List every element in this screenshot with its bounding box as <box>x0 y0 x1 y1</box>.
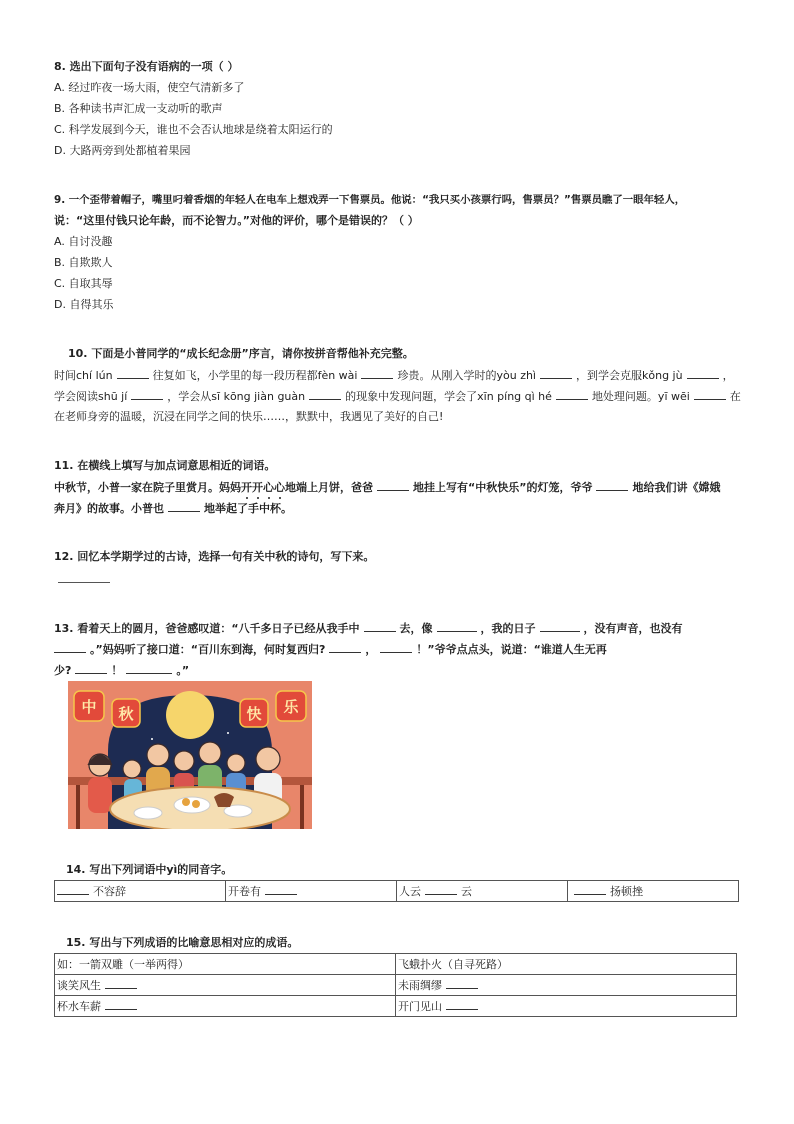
q13-line2 <box>54 642 607 657</box>
q11-text: 中秋节，小普一家在院子里赏月。妈妈 <box>54 481 241 494</box>
q9-line1: 9. 一个歪带着帽子，嘴里叼着香烟的年轻人在电车上想戏弄一下售票员。他说：“我只买小孩票行吗，售票员？”售票员瞧了一眼年轻人， <box>54 194 686 206</box>
q11-text: 地挂上写有“中秋快乐”的灯笼，爷爷 <box>413 481 593 494</box>
q10-text: ， <box>722 369 734 382</box>
cell-text: 谈笑风生 <box>57 979 101 992</box>
answer-blank[interactable] <box>540 621 580 632</box>
answer-blank[interactable] <box>105 999 137 1010</box>
lantern-char: 乐 <box>283 698 299 716</box>
q10-text: 地处理问题。yī wēi <box>591 390 690 403</box>
dotted-char: 开 <box>241 481 252 494</box>
q13-text: 。” <box>176 664 190 677</box>
q13-text: 13. 看着天上的圆月，爸爸感叹道：“八千多日子已经从我手中 <box>54 622 360 635</box>
q8-option-d: D. 大路两旁到处都植着果园 <box>54 144 191 157</box>
q10-text: 往复如飞，小学里的每一段历程都fèn wài <box>152 369 358 382</box>
answer-blank[interactable] <box>57 884 89 895</box>
table-row <box>55 975 737 996</box>
table-cell <box>55 996 396 1017</box>
q11-text: 地端上月饼，爸爸 <box>285 481 373 494</box>
q8-option-b: B. 各种读书声汇成一支动听的歌声 <box>54 102 223 115</box>
q9-line2: 说：“这里付钱只论年龄，而不论智力。”对他的评价，哪个是错误的？（ ） <box>54 214 419 227</box>
cell-text: 不容辞 <box>93 885 126 898</box>
q9-option-b: B. 自欺欺人 <box>54 256 113 269</box>
cell-text: 杯水车薪 <box>57 1000 101 1013</box>
table-cell <box>55 975 396 996</box>
answer-blank[interactable] <box>596 480 628 491</box>
table-row <box>55 996 737 1017</box>
answer-blank[interactable] <box>687 368 719 379</box>
answer-blank[interactable] <box>265 884 297 895</box>
q13-line3 <box>54 663 189 678</box>
table-cell: 如：一箭双雕（一举两得） <box>55 954 396 975</box>
table-cell <box>397 881 568 902</box>
cell-text: 人云 <box>399 885 421 898</box>
answer-blank[interactable] <box>446 978 478 989</box>
cell-text: 未雨绸缪 <box>398 979 442 992</box>
q11-title: 11. 在横线上填写与加点词意思相近的词语。 <box>54 459 276 472</box>
q11-line2 <box>54 501 292 516</box>
answer-blank[interactable] <box>361 368 393 379</box>
q13-text: 。”妈妈听了接口道：“百川东到海，何时复西归? <box>90 643 326 656</box>
answer-blank[interactable] <box>131 389 163 400</box>
answer-blank[interactable] <box>75 663 107 674</box>
q10-text: 的现象中发现问题，学会了xīn píng qì hé <box>345 390 552 403</box>
q13-text: ，没有声音，也没有 <box>583 622 683 635</box>
answer-blank[interactable] <box>329 642 361 653</box>
q9-option-a: A. 自讨没趣 <box>54 235 113 248</box>
answer-blank[interactable] <box>105 978 137 989</box>
q11-text: 地举起了手中杯。 <box>204 502 292 515</box>
answer-line[interactable] <box>58 582 110 583</box>
q10-line3: 在老师身旁的温暖，沉浸在同学之间的快乐……，默默中，我遇见了美好的自己! <box>54 410 444 423</box>
lantern-char: 快 <box>246 705 262 723</box>
answer-blank[interactable] <box>168 501 200 512</box>
q10-line1 <box>54 368 734 383</box>
lantern-char: 中 <box>81 698 97 716</box>
q10-text: 在 <box>729 390 741 403</box>
table-cell <box>55 881 226 902</box>
q12-title: 12. 回忆本学期学过的古诗，选择一句有关中秋的诗句，写下来。 <box>54 550 375 563</box>
lantern-char: 秋 <box>118 705 134 723</box>
q10-text: ，学会从sī kōng jiàn guàn <box>167 390 306 403</box>
answer-blank[interactable] <box>377 480 409 491</box>
q11-line1 <box>54 480 720 495</box>
answer-blank[interactable] <box>556 389 588 400</box>
q10-title: 10. 下面是小普同学的“成长纪念册”序言，请你按拼音帮他补充完整。 <box>68 347 414 360</box>
q8-option-c: C. 科学发展到今天，谁也不会否认地球是绕着太阳运行的 <box>54 123 333 136</box>
table-cell: 飞蛾扑火（自寻死路） <box>396 954 737 975</box>
answer-blank[interactable] <box>54 642 86 653</box>
answer-blank[interactable] <box>694 389 726 400</box>
answer-blank[interactable] <box>540 368 572 379</box>
q13-line1 <box>54 621 683 636</box>
dotted-char: 心 <box>274 481 285 494</box>
q9-option-d: D. 自得其乐 <box>54 298 114 311</box>
q11-text: 地给我们讲《嫦娥 <box>632 481 721 494</box>
cell-text: 云 <box>461 885 472 898</box>
answer-blank[interactable] <box>364 621 396 632</box>
table-cell <box>396 996 737 1017</box>
q8-option-a: A. 经过昨夜一场大雨，使空气清新多了 <box>54 81 245 94</box>
dotted-char: 心 <box>263 481 274 494</box>
mid-autumn-illustration <box>68 681 312 829</box>
q9-option-c: C. 自取其辱 <box>54 277 113 290</box>
q11-text: 奔月》的故事。小普也 <box>54 502 164 515</box>
q10-text: 时间chí lún <box>54 369 113 382</box>
q13-text: 去，像 <box>399 622 433 635</box>
q8-title: 8. 选出下面句子没有语病的一项（ ） <box>54 60 239 73</box>
q14-table <box>54 880 739 902</box>
q13-text: 少? <box>54 664 72 677</box>
q14-title: 14. 写出下列词语中yì的同音字。 <box>66 863 233 876</box>
q10-text: 学会阅读shū jí <box>54 390 128 403</box>
answer-blank[interactable] <box>425 884 457 895</box>
q13-text: ！ <box>111 664 123 677</box>
answer-blank[interactable] <box>380 642 412 653</box>
q15-title: 15. 写出与下列成语的比喻意思相对应的成语。 <box>66 936 299 949</box>
dotted-word <box>241 481 285 494</box>
answer-blank[interactable] <box>446 999 478 1010</box>
q13-text: ！”爷爷点点头，说道：“谁道人生无再 <box>416 643 607 656</box>
q13-text: ，我的日子 <box>480 622 536 635</box>
table-row <box>55 881 739 902</box>
dotted-char: 开 <box>252 481 263 494</box>
q10-text: 珍贵。从刚入学时的yòu zhì <box>397 369 536 382</box>
answer-blank[interactable] <box>126 663 172 674</box>
answer-blank[interactable] <box>309 389 341 400</box>
table-cell <box>396 975 737 996</box>
q10-text: ，到学会克服kǒng jù <box>576 369 683 382</box>
table-cell <box>568 881 739 902</box>
q15-table <box>54 953 737 1017</box>
answer-blank[interactable] <box>437 621 477 632</box>
table-cell <box>226 881 397 902</box>
q13-text: ， <box>365 643 377 656</box>
q10-line2 <box>54 389 741 404</box>
table-row <box>55 954 737 975</box>
cell-text: 扬顿挫 <box>610 885 643 898</box>
cell-text: 开门见山 <box>398 1000 442 1013</box>
cell-text: 开卷有 <box>228 885 261 898</box>
family-dinner-image <box>68 681 312 829</box>
answer-blank[interactable] <box>574 884 606 895</box>
answer-blank[interactable] <box>117 368 149 379</box>
